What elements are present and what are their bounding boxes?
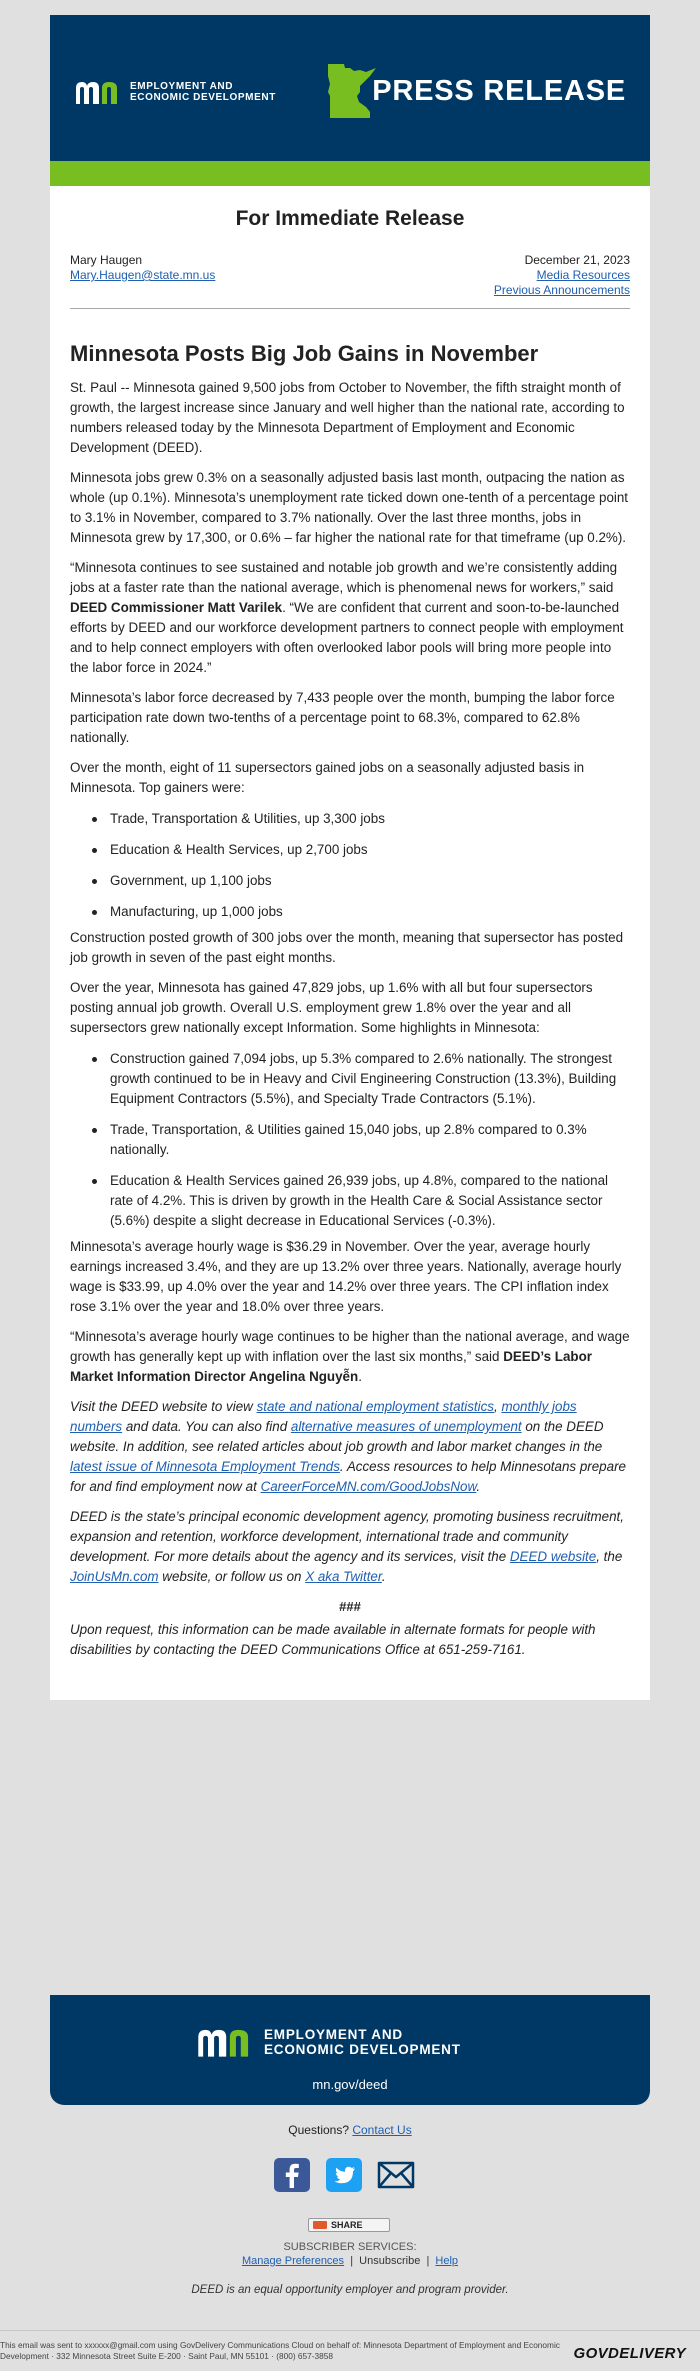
green-accent-bar (50, 161, 650, 186)
contact-us-link[interactable]: Contact Us (352, 2123, 412, 2137)
quote-text: “Minnesota continues to see sustained and notable job growth and we’re consistently adding jobs at a faster rate than the national average, which is phenomenal news for workers,” said (70, 560, 618, 595)
end-marker: ### (339, 1599, 361, 1614)
footer-divider (0, 2330, 700, 2331)
govdelivery-logo[interactable]: GOVDELIVERY (573, 2345, 686, 2362)
paragraph-visit-deed (70, 1397, 630, 1497)
contact-email-link[interactable]: Mary.Haugen@state.mn.us (70, 268, 216, 282)
list-item: Education & Health Services gained 26,939 jobs, up 4.8%, compared to the national rate of 4.2%. This is driven by growth in the Health Care & Social Assistance sector (5.6%) despite a slight decrease in Educational Services (-0.3%). (70, 1171, 630, 1231)
twitter-icon[interactable] (325, 2157, 363, 2193)
list-item: Trade, Transportation, & Utilities gained 15,040 jobs, up 2.8% compared to 0.3% nationally. (70, 1120, 630, 1160)
text: and data. You can also find (122, 1419, 291, 1434)
twitter-link[interactable]: X aka Twitter (305, 1569, 382, 1584)
media-resources-link[interactable]: Media Resources (536, 268, 630, 282)
previous-announcements-link[interactable]: Previous Announcements (493, 283, 630, 297)
text: website, or follow us on (158, 1569, 306, 1584)
text: Visit the DEED website to view (70, 1399, 257, 1414)
top-gainers-list (70, 809, 630, 922)
release-date: December 21, 2023 (524, 253, 630, 267)
director-name: DEED’s Labor Market Information Director Angelina Nguyễn (70, 1349, 592, 1384)
headline: Minnesota Posts Big Job Gains in November (70, 341, 539, 366)
email-icon[interactable] (377, 2157, 415, 2193)
agency-name-line1: EMPLOYMENT AND (264, 2027, 403, 2042)
quote-text-cont: . “We are confident that current and soon-to-be-launched efforts by DEED and our workforce development partners to connect people with employment and to help connect employers with often overlooked labor pools will bring more people into the labor force in 2024.” (70, 600, 624, 675)
text: . (381, 1569, 386, 1584)
separator: | (426, 2255, 430, 2267)
text: . Access resources to help Minnesotans prepare for and find employment now at (70, 1459, 626, 1494)
footer-url[interactable]: mn.gov/deed (312, 2077, 388, 2092)
mn-logo-icon (74, 78, 122, 106)
header-banner (50, 15, 650, 161)
list-item: Construction gained 7,094 jobs, up 5.3% compared to 2.6% nationally. The strongest growth continued to be in Heavy and Civil Engineering Construction (13.3%), Building Equipment Contractors (5.5%), and Specialty Trade Contractors (5.1%). (70, 1049, 630, 1109)
text: , (494, 1399, 502, 1414)
manage-preferences-link[interactable]: Manage Preferences (241, 2255, 345, 2267)
divider (70, 308, 630, 309)
press-release-card (50, 15, 650, 1700)
subscriber-services (0, 2240, 700, 2268)
unsubscribe-link[interactable]: Unsubscribe (359, 2255, 421, 2267)
agency-name-line2: ECONOMIC DEVELOPMENT (130, 92, 276, 103)
share-button[interactable] (308, 2218, 390, 2232)
list-item: Education & Health Services, up 2,700 jobs (70, 840, 630, 860)
text: . (476, 1479, 481, 1494)
employment-statistics-link[interactable]: state and national employment statistics (256, 1399, 494, 1414)
employment-trends-link[interactable]: latest issue of Minnesota Employment Trends (70, 1459, 340, 1474)
text: DEED is the state’s principal economic development agency, promoting business recruitment, expansion and retention, workforce development, international trade and community development. For more details about the agency and its services, visit the (70, 1509, 624, 1564)
minnesota-map-icon (326, 62, 378, 120)
paragraph-labor-force: Minnesota’s labor force decreased by 7,433 people over the month, bumping the labor force participation rate down two-tenths of a percentage point to 68.3%, compared to 62.8% nationally. (70, 690, 615, 745)
paragraph-about-deed (70, 1507, 630, 1587)
quote-text: “Minnesota’s average hourly wage continues to be higher than the national average, and wage growth has generally kept up with inflation over the last six months,” said (70, 1329, 630, 1364)
list-item: Trade, Transportation & Utilities, up 3,300 jobs (70, 809, 630, 829)
list-item: Government, up 1,100 jobs (70, 871, 630, 891)
share-icon (313, 2221, 327, 2229)
paragraph-supersectors: Over the month, eight of 11 supersectors gained jobs on a seasonally adjusted basis in Minnesota. Top gainers were: (70, 760, 585, 795)
list-item: Manufacturing, up 1,000 jobs (70, 902, 630, 922)
monthly-jobs-link[interactable]: monthly jobs numbers (70, 1399, 577, 1434)
paragraph-wages: Minnesota’s average hourly wage is $36.29 in November. Over the year, average hourly earnings increased 3.4%, and they are up 13.2% over three years. Nationally, average hourly wage is $33.99, up 4.0% over the year and 14.2% over three years. The CPI inflation index rose 3.1% over the year and 18.0% over three years. (70, 1239, 622, 1314)
questions-line (0, 2123, 700, 2137)
footer-deed-logo (195, 2025, 461, 2059)
immediate-release-heading: For Immediate Release (235, 207, 465, 230)
paragraph-intro: St. Paul -- Minnesota gained 9,500 jobs from October to November, the fifth straight month of growth, the largest increase since January and well higher than the national rate, according to numbers released today by the Minnesota Department of Employment and Economic Development (DEED). (70, 380, 625, 455)
equal-opportunity-statement: DEED is an equal opportunity employer and program provider. (191, 2284, 509, 2296)
text: on the DEED website. In addition, see related articles about job growth and labor market changes in the (70, 1419, 604, 1454)
subscriber-services-title: SUBSCRIBER SERVICES: (283, 2241, 417, 2253)
alternative-measures-link[interactable]: alternative measures of unemployment (290, 1419, 522, 1434)
text: , the (596, 1549, 623, 1564)
mn-logo-icon (195, 2025, 255, 2059)
facebook-icon[interactable] (273, 2157, 311, 2193)
careerforce-link[interactable]: CareerForceMN.com/GoodJobsNow (260, 1479, 477, 1494)
email-fine-print: This email was sent to xxxxxx@gmail.com using GovDelivery Communications Cloud on behalf of: Minnesota Department of Employment and Economic Development · 332 Minnesota Street Suite E-200 · Saint Paul, MN 55101 · (800) 657-3858 (0, 2340, 560, 2361)
contact-name: Mary Haugen (70, 253, 143, 267)
footer-banner (50, 1995, 650, 2105)
paragraph-construction: Construction posted growth of 300 jobs over the month, meaning that supersector has posted job growth in seven of the past eight months. (70, 930, 624, 965)
paragraph-over-the-year: Over the year, Minnesota has gained 47,829 jobs, up 1.6% with all but four supersectors posting annual job growth. Overall U.S. employment grew 1.8% over the year and all supersectors grew nationally except Information. Some highlights in Minnesota: (70, 980, 593, 1035)
joinusmn-link[interactable]: JoinUsMn.com (70, 1569, 159, 1584)
highlights-list (70, 1049, 630, 1231)
paragraph-jobs-growth: Minnesota jobs grew 0.3% on a seasonally adjusted basis last month, outpacing the nation as whole (up 0.1%). Minnesota’s unemployment rate ticked down one-tenth of a percentage point to 3.1% in November, compared to 3.7% nationally. Over the last three months, jobs in Minnesota grew by 17,300, or 0.6% – far higher the national rate for that timeframe (up 0.2%). (70, 470, 629, 545)
questions-text: Questions? (288, 2123, 353, 2137)
quote-end: . (358, 1369, 362, 1384)
press-release-title: PRESS RELEASE (372, 75, 626, 107)
commissioner-name: DEED Commissioner Matt Varilek (70, 600, 283, 615)
agency-name-line1: EMPLOYMENT AND (130, 81, 234, 92)
deed-website-link[interactable]: DEED website (509, 1549, 597, 1564)
share-label: SHARE (331, 2220, 363, 2230)
paragraph-commissioner-quote (70, 558, 630, 678)
contact-block (70, 253, 630, 298)
separator: | (350, 2255, 354, 2267)
help-link[interactable]: Help (435, 2255, 459, 2267)
social-icons (273, 2157, 415, 2193)
deed-logo (74, 78, 276, 106)
agency-name-line2: ECONOMIC DEVELOPMENT (264, 2042, 461, 2057)
paragraph-director-quote (70, 1327, 630, 1387)
paragraph-accessibility: Upon request, this information can be made available in alternate formats for people with disabilities by contacting the DEED Communications Office at 651-259-7161. (70, 1622, 596, 1657)
